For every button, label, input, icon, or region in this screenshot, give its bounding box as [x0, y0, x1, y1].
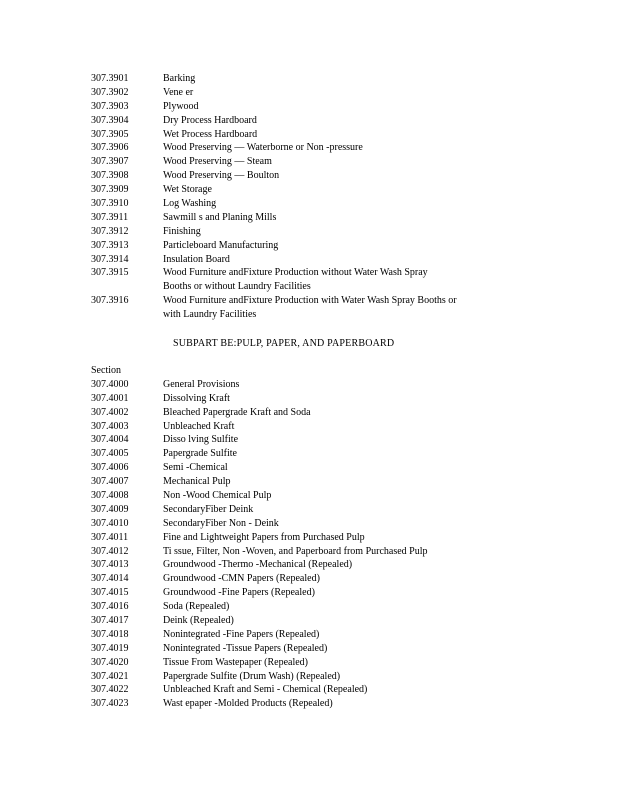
list-item	[91, 114, 531, 128]
subpart-heading: SUBPART BE:PULP, PAPER, AND PAPERBOARD	[173, 338, 395, 349]
section-number: 307.3913	[91, 239, 129, 251]
section-title: Finishing	[163, 225, 201, 237]
section-number: 307.4017	[91, 615, 129, 627]
section-number: 307.4019	[91, 642, 129, 654]
section-title: Insulation Board	[163, 253, 230, 265]
section-number: 307.3905	[91, 128, 129, 140]
section-title: Wast epaper -Molded Products (Repealed)	[163, 698, 333, 710]
section-title: Sawmill s and Planing Mills	[163, 211, 277, 223]
list-item	[91, 475, 531, 489]
section-number: 307.3916	[91, 295, 129, 307]
section-number: 307.3910	[91, 198, 129, 210]
section-title: Mechanical Pulp	[163, 476, 231, 488]
list-item	[91, 433, 531, 447]
list-item	[91, 489, 531, 503]
list-item	[91, 392, 531, 406]
section-number: 307.4014	[91, 573, 129, 585]
list-item	[91, 225, 531, 239]
section-number: 307.3906	[91, 142, 129, 154]
list-item	[91, 378, 531, 392]
section-title: Ti ssue, Filter, Non -Woven, and Paperboard from Purchased Pulp	[163, 545, 428, 557]
list-item	[91, 128, 531, 142]
section-title: Wet Process Hardboard	[163, 128, 258, 140]
list-item	[91, 294, 531, 322]
list-item	[91, 600, 531, 614]
section-title: Groundwood -Thermo -Mechanical (Repealed)	[163, 559, 353, 571]
section-number: 307.4002	[91, 406, 129, 418]
section-number: 307.4001	[91, 392, 129, 404]
section-title: Bleached Papergrade Kraft and Soda	[163, 406, 311, 418]
section-number: 307.4021	[91, 670, 129, 682]
section-title: Wood Furniture andFixture Production without Water Wash Spray Booths or without Laundry Facilities	[163, 267, 428, 293]
section-title: SecondaryFiber Deink	[163, 503, 254, 515]
section-title: Nonintegrated -Fine Papers (Repealed)	[163, 628, 320, 640]
section-number: 307.3902	[91, 86, 129, 98]
list-item	[91, 586, 531, 600]
section-number: 307.3901	[91, 73, 129, 84]
section-title: Wood Preserving — Waterborne or Non -pressure	[163, 142, 363, 154]
section-title: Wood Furniture andFixture Production with Water Wash Spray Booths or with Laundry Facilities	[163, 295, 457, 321]
section-number: 307.4009	[91, 503, 129, 515]
list-item	[91, 447, 531, 461]
section-number: 307.4010	[91, 517, 129, 529]
section-number: 307.4022	[91, 684, 129, 696]
list-item	[91, 72, 531, 86]
list-item	[91, 141, 531, 155]
section-title: Groundwood -Fine Papers (Repealed)	[163, 587, 315, 599]
section-number: 307.4012	[91, 545, 129, 557]
section-title: Deink (Repealed)	[163, 615, 234, 627]
section-number: 307.3903	[91, 100, 129, 112]
section-number: 307.3909	[91, 184, 129, 196]
section-list-wood-products	[91, 72, 531, 322]
section-number: 307.4011	[91, 531, 129, 543]
section-title: Nonintegrated -Tissue Papers (Repealed)	[163, 642, 328, 654]
section-title: Papergrade Sulfite	[163, 448, 237, 460]
section-title: Wet Storage	[163, 184, 212, 196]
list-item	[91, 697, 531, 711]
section-number: 307.4007	[91, 476, 129, 488]
section-title: Particleboard Manufacturing	[163, 239, 279, 251]
section-number: 307.4020	[91, 656, 129, 668]
section-number: 307.3915	[91, 267, 129, 279]
section-title: Tissue From Wastepaper (Repealed)	[163, 656, 308, 668]
section-number: 307.4015	[91, 587, 129, 599]
section-title: Semi -Chemical	[163, 462, 228, 474]
section-title: Plywood	[163, 100, 199, 112]
section-title: SecondaryFiber Non - Deink	[163, 517, 279, 529]
section-number: 307.4003	[91, 420, 129, 432]
list-item	[91, 169, 531, 183]
section-title: Non -Wood Chemical Pulp	[163, 490, 272, 502]
section-number: 307.3904	[91, 114, 129, 126]
list-item	[91, 558, 531, 572]
section-title: Papergrade Sulfite (Drum Wash) (Repealed)	[163, 670, 341, 682]
section-number: 307.3911	[91, 211, 129, 223]
list-item	[91, 197, 531, 211]
list-item	[91, 420, 531, 434]
section-title: Log Washing	[163, 198, 217, 210]
section-title: Unbleached Kraft	[163, 420, 235, 432]
list-item	[91, 670, 531, 684]
section-title: Wood Preserving — Boulton	[163, 170, 280, 182]
section-list-pulp-paper	[91, 364, 531, 711]
section-title: Groundwood -CMN Papers (Repealed)	[163, 573, 320, 585]
list-item	[91, 614, 531, 628]
list-item	[91, 183, 531, 197]
section-number: 307.4023	[91, 698, 129, 710]
list-item	[91, 253, 531, 267]
section-number: 307.4013	[91, 559, 129, 571]
list-item	[91, 628, 531, 642]
section-number: 307.4008	[91, 490, 129, 502]
list-item	[91, 545, 531, 559]
section-title: Barking	[163, 73, 196, 84]
section-number: 307.4000	[91, 378, 129, 390]
list-item	[91, 531, 531, 545]
list-item	[91, 155, 531, 169]
section-title: Fine and Lightweight Papers from Purchased Pulp	[163, 531, 365, 543]
section-number: 307.4018	[91, 628, 129, 640]
section-number: 307.4005	[91, 448, 129, 460]
section-number: 307.4016	[91, 601, 129, 613]
list-item	[91, 503, 531, 517]
section-title: Unbleached Kraft and Semi - Chemical (Repealed)	[163, 684, 368, 696]
list-item	[91, 572, 531, 586]
list-item	[91, 86, 531, 100]
list-item	[91, 239, 531, 253]
section-title: Dissolving Kraft	[163, 392, 230, 404]
section-title: Disso lving Sulfite	[163, 434, 239, 446]
section-title: Soda (Repealed)	[163, 601, 230, 613]
section-title: Vene er	[163, 86, 194, 98]
section-number: 307.3907	[91, 156, 129, 168]
section-column-label: Section	[91, 365, 121, 376]
list-item	[91, 642, 531, 656]
list-item	[91, 683, 531, 697]
section-number: 307.4004	[91, 434, 129, 446]
list-item	[91, 406, 531, 420]
section-number: 307.4006	[91, 462, 129, 474]
section-number: 307.3912	[91, 225, 129, 237]
list-item	[91, 100, 531, 114]
list-item	[91, 266, 531, 294]
section-title: Wood Preserving — Steam	[163, 156, 272, 168]
list-item	[91, 517, 531, 531]
section-number: 307.3914	[91, 253, 129, 265]
section-title: General Provisions	[163, 378, 240, 390]
list-item	[91, 461, 531, 475]
list-item	[91, 211, 531, 225]
section-number: 307.3908	[91, 170, 129, 182]
section-title: Dry Process Hardboard	[163, 114, 257, 126]
list-item	[91, 656, 531, 670]
